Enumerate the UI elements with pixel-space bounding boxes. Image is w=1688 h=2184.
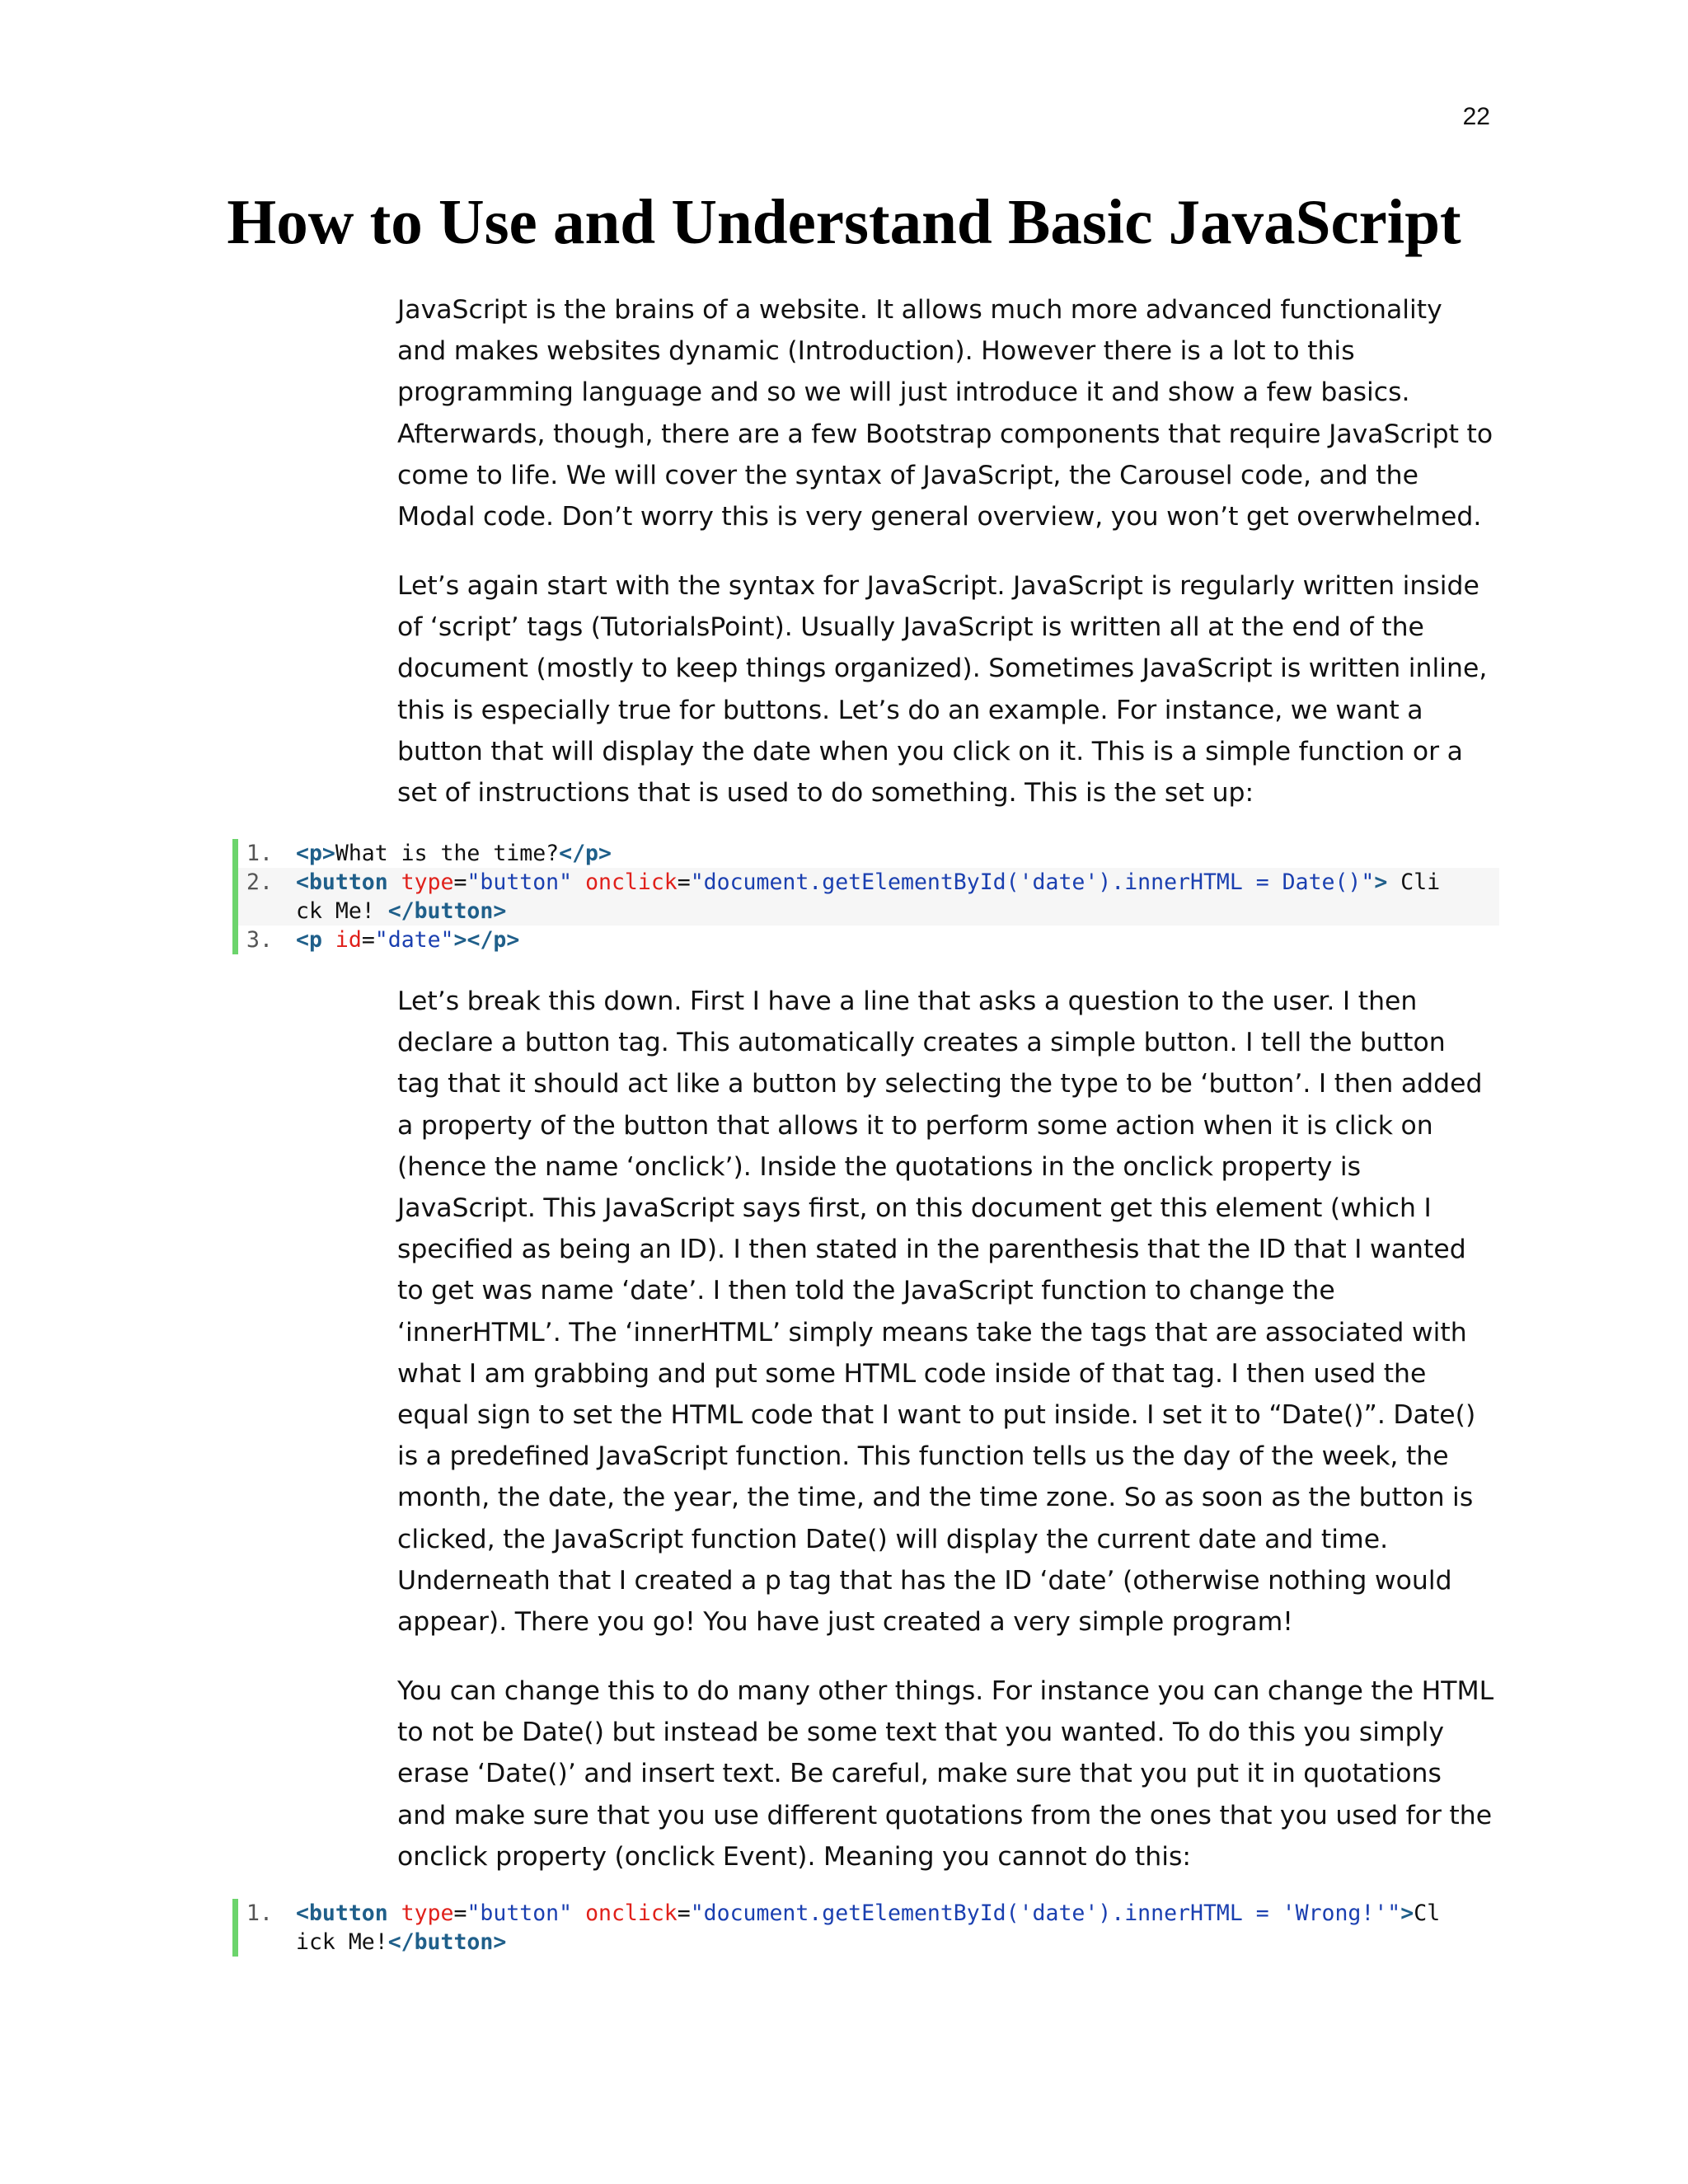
code-attribute: type (401, 869, 454, 895)
code-line-3 (238, 926, 1499, 954)
code-equals: = (677, 1900, 691, 1926)
code-line-1 (238, 839, 1499, 868)
code-block-example (232, 839, 1499, 954)
code-tag: > (453, 927, 467, 953)
line-number: 1. (246, 1900, 273, 1926)
code-content: ck Me! (296, 898, 388, 924)
code-equals: = (453, 1900, 467, 1926)
code-tag: <p (296, 927, 322, 953)
code-equals: = (677, 869, 691, 895)
code-tag: > (1400, 1900, 1414, 1926)
code-text (296, 926, 1499, 954)
code-tag: <button (296, 869, 388, 895)
code-text (296, 897, 1499, 926)
code-block-wrong (232, 1899, 1499, 1957)
paragraph-syntax: Let’s again start with the syntax for JavaScript. JavaScript is regularly written inside of ‘script’ tags (TutorialsPoint). Usually JavaScript is written all at the end of the document (mostly to keep things organized). Sometimes JavaScript is written inline, this is especially true for buttons. Let’s do an example. For instance, we want a button that will display the date when you click on it. This is a simple function or a set of instructions that is used to do something. This is the set up: (397, 571, 1488, 808)
line-number: 1. (246, 841, 273, 866)
code-content: Cl (1414, 1900, 1441, 1926)
code-content: ick Me! (296, 1929, 388, 1955)
code-string: "button" (467, 1900, 573, 1926)
code-string: "date" (374, 927, 454, 953)
page-number: 22 (1462, 103, 1490, 130)
code-tag: </button> (387, 898, 507, 924)
code-tag: <button (296, 1900, 388, 1926)
code-text (296, 868, 1499, 897)
code-attribute: type (401, 1900, 454, 1926)
code-attribute: id (335, 927, 362, 953)
code-string: "document.getElementById('date').innerHTML = Date()" (690, 869, 1375, 895)
code-tag: > (1374, 869, 1388, 895)
code-text (296, 1928, 1499, 1957)
code-text (296, 1899, 1499, 1928)
code-line-2-wrap (238, 897, 1499, 926)
code-content: Cli (1400, 869, 1441, 895)
code-tag: </button> (387, 1929, 507, 1955)
paragraph-change: You can change this to do many other things. For instance you can change the HTML to not be Date() but instead be some text that you wanted. To do this you simply erase ‘Date()’ and insert text. Be careful, make sure that you put it in quotations and make sure that you use different quotations from the ones that you used for the onclick property (onclick Event). Meaning you cannot do this: (397, 1676, 1494, 1872)
page-title: How to Use and Understand Basic JavaScript (227, 186, 1461, 257)
code-tag: <p> (296, 841, 335, 866)
paragraph-intro: JavaScript is the brains of a website. It allows much more advanced functionality and makes websites dynamic (Introduction). However there is a lot to this programming language and so we will just introduce it and show a few basics. Afterwards, though, there are a few Bootstrap components that require JavaScript to come to life. We will cover the syntax of JavaScript, the Carousel code, and the Modal code. Don’t worry this is very general overview, you won’t get overwhelmed. (397, 295, 1493, 532)
line-number-empty (238, 1928, 296, 1957)
code-text (296, 839, 1499, 868)
code-attribute: onclick (585, 869, 678, 895)
code-line-1 (238, 1899, 1499, 1928)
code-attribute: onclick (585, 1900, 678, 1926)
code-equals: = (361, 927, 375, 953)
code-line-2 (238, 868, 1499, 897)
code-line-1-wrap (238, 1928, 1499, 1957)
code-string: "document.getElementById('date').innerHTML = 'Wrong!'" (690, 1900, 1401, 1926)
paragraph-breakdown: Let’s break this down. First I have a line that asks a question to the user. I then declare a button tag. This automatically creates a simple button. I tell the button tag that it should act like a button by selecting the type to be ‘button’. I then added a property of the button that allows it to perform some action when it is click on (hence the name ‘onclick’). Inside the quotations in the onclick property is JavaScript. This JavaScript says first, on this document get this element (which I specified as being an ID). I then stated in the parenthesis that the ID that I wanted to get was name ‘date’. I then told the JavaScript function to change the ‘innerHTML’. The ‘innerHTML’ simply means take the tags that are associated with what I am grabbing and put some HTML code inside of that tag. I then used the equal sign to set the HTML code that I want to put inside. I set it to “Date()”. Date() is a predefined JavaScript function. This function tells us the day of the week, the month, the date, the year, the time, and the time zone. So as soon as the button is clicked, the JavaScript function Date() will display the current date and time. Underneath that I created a p tag that has the ID ‘date’ (otherwise nothing would appear). There you go! You have just created a very simple program! (397, 987, 1483, 1638)
code-tag: </p> (559, 841, 612, 866)
line-number: 2. (246, 869, 273, 895)
code-tag: </p> (467, 927, 520, 953)
line-number-empty (238, 897, 296, 926)
code-equals: = (453, 869, 467, 895)
code-string: "button" (467, 869, 573, 895)
line-number: 3. (246, 927, 273, 953)
code-content: What is the time? (335, 841, 560, 866)
